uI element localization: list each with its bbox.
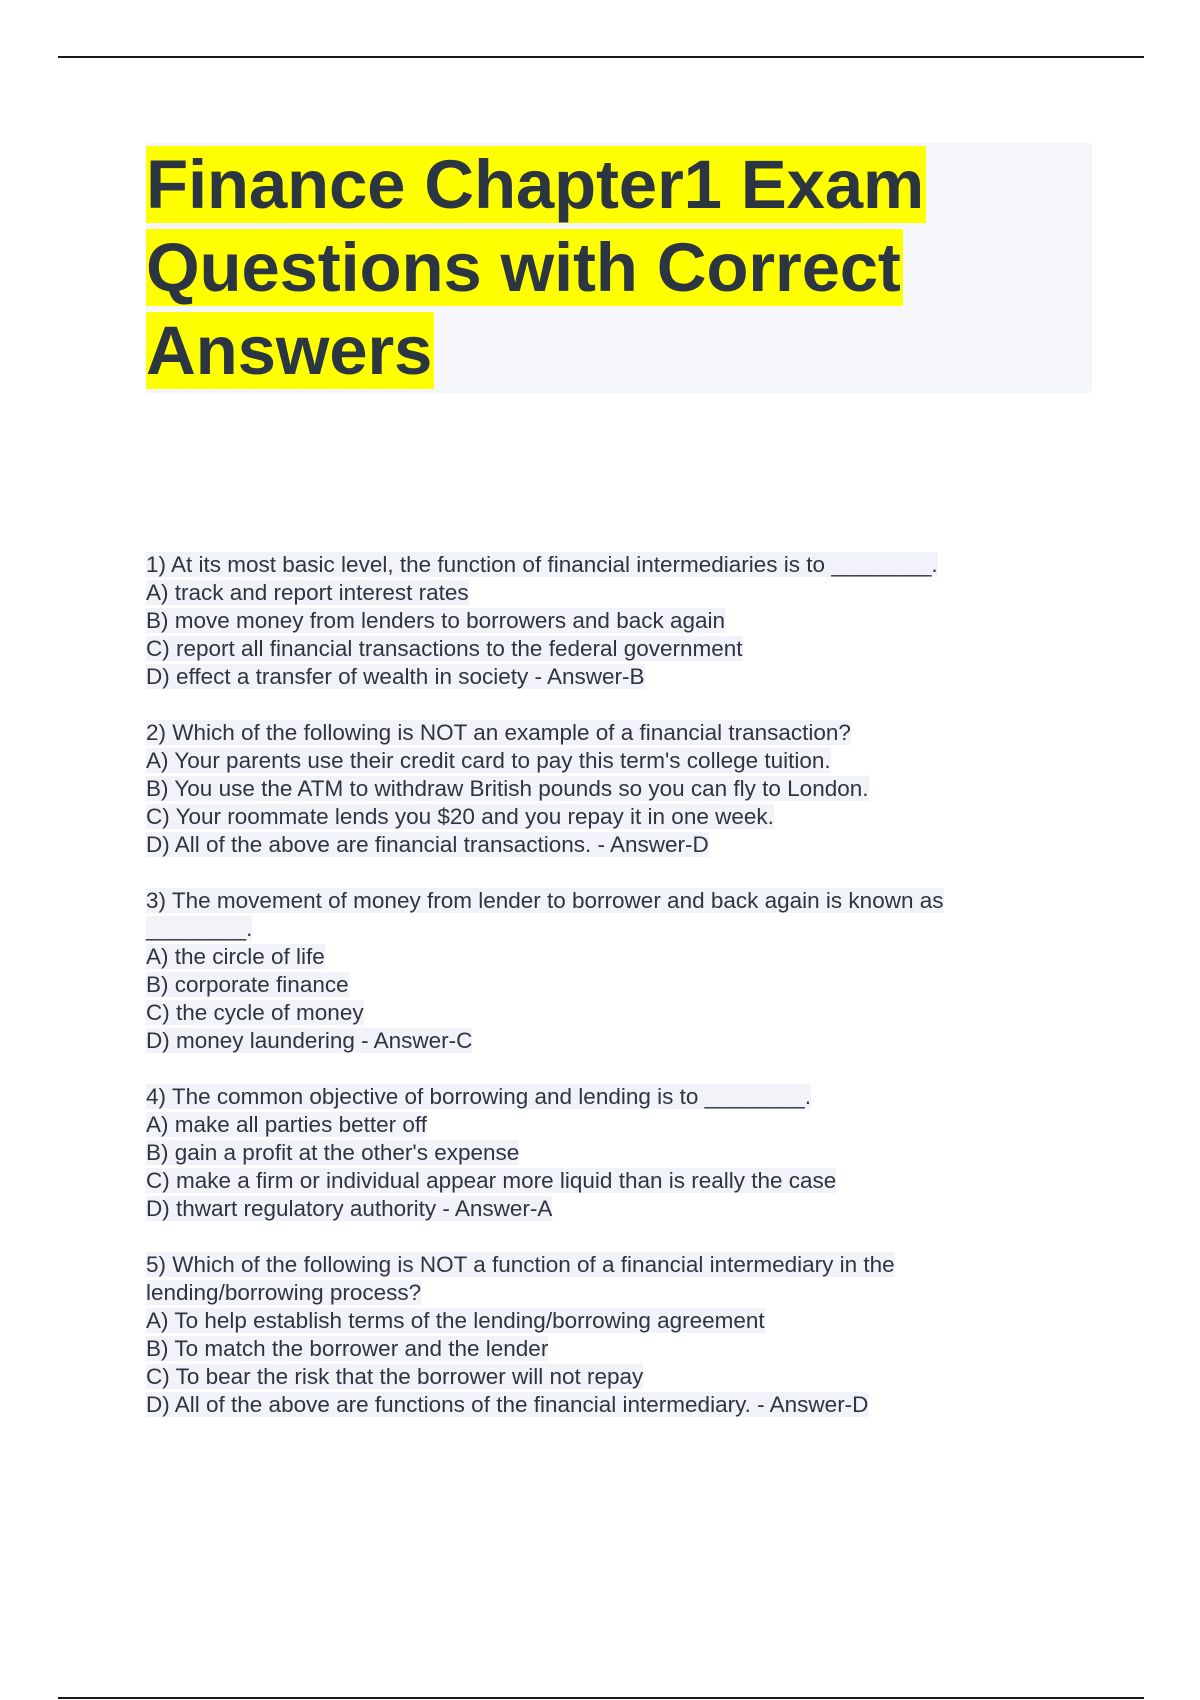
- answer-option-c: C) To bear the risk that the borrower will not repay: [146, 1364, 644, 1389]
- answer-option-d: D) thwart regulatory authority - Answer-A: [146, 1196, 553, 1221]
- question-stem: 1) At its most basic level, the function of financial intermediaries is to ________.: [146, 552, 938, 577]
- question-4: [146, 1083, 1066, 1223]
- question-stem-continued: lending/borrowing process?: [146, 1280, 422, 1305]
- answer-option-a: A) make all parties better off: [146, 1112, 427, 1137]
- question-5: [146, 1251, 1066, 1419]
- bottom-rule: [58, 1697, 1144, 1699]
- answer-option-b: B) corporate finance: [146, 972, 349, 997]
- answer-option-a: A) To help establish terms of the lending/borrowing agreement: [146, 1308, 765, 1333]
- question-3: [146, 887, 1066, 1055]
- top-rule: [58, 56, 1144, 58]
- document-title: [146, 143, 1092, 392]
- answer-option-a: A) the circle of life: [146, 944, 325, 969]
- title-line-2: Questions with Correct: [146, 229, 901, 306]
- answer-option-d: D) All of the above are financial transactions. - Answer-D: [146, 832, 709, 857]
- answer-option-c: C) report all financial transactions to the federal government: [146, 636, 743, 661]
- question-stem: 4) The common objective of borrowing and lending is to ________.: [146, 1084, 812, 1109]
- question-2: [146, 719, 1066, 859]
- question-stem: 3) The movement of money from lender to borrower and back again is known as: [146, 888, 944, 913]
- answer-option-c: C) make a firm or individual appear more liquid than is really the case: [146, 1168, 837, 1193]
- answer-option-a: A) track and report interest rates: [146, 580, 469, 605]
- question-list: [146, 551, 1066, 1447]
- answer-option-c: C) Your roommate lends you $20 and you repay it in one week.: [146, 804, 774, 829]
- question-1: [146, 551, 1066, 691]
- answer-option-b: B) gain a profit at the other's expense: [146, 1140, 520, 1165]
- question-stem-continued: ________.: [146, 916, 253, 941]
- question-stem: 2) Which of the following is NOT an example of a financial transaction?: [146, 720, 851, 745]
- title-line-3: Answers: [146, 312, 433, 389]
- question-stem: 5) Which of the following is NOT a function of a financial intermediary in the: [146, 1252, 895, 1277]
- answer-option-a: A) Your parents use their credit card to pay this term's college tuition.: [146, 748, 831, 773]
- answer-option-d: D) effect a transfer of wealth in society - Answer-B: [146, 664, 645, 689]
- answer-option-d: D) money laundering - Answer-C: [146, 1028, 473, 1053]
- answer-option-c: C) the cycle of money: [146, 1000, 364, 1025]
- title-line-1: Finance Chapter1 Exam: [146, 146, 925, 223]
- answer-option-b: B) To match the borrower and the lender: [146, 1336, 549, 1361]
- answer-option-b: B) move money from lenders to borrowers and back again: [146, 608, 726, 633]
- answer-option-b: B) You use the ATM to withdraw British pounds so you can fly to London.: [146, 776, 869, 801]
- title-block: [146, 143, 1092, 393]
- answer-option-d: D) All of the above are functions of the financial intermediary. - Answer-D: [146, 1392, 869, 1417]
